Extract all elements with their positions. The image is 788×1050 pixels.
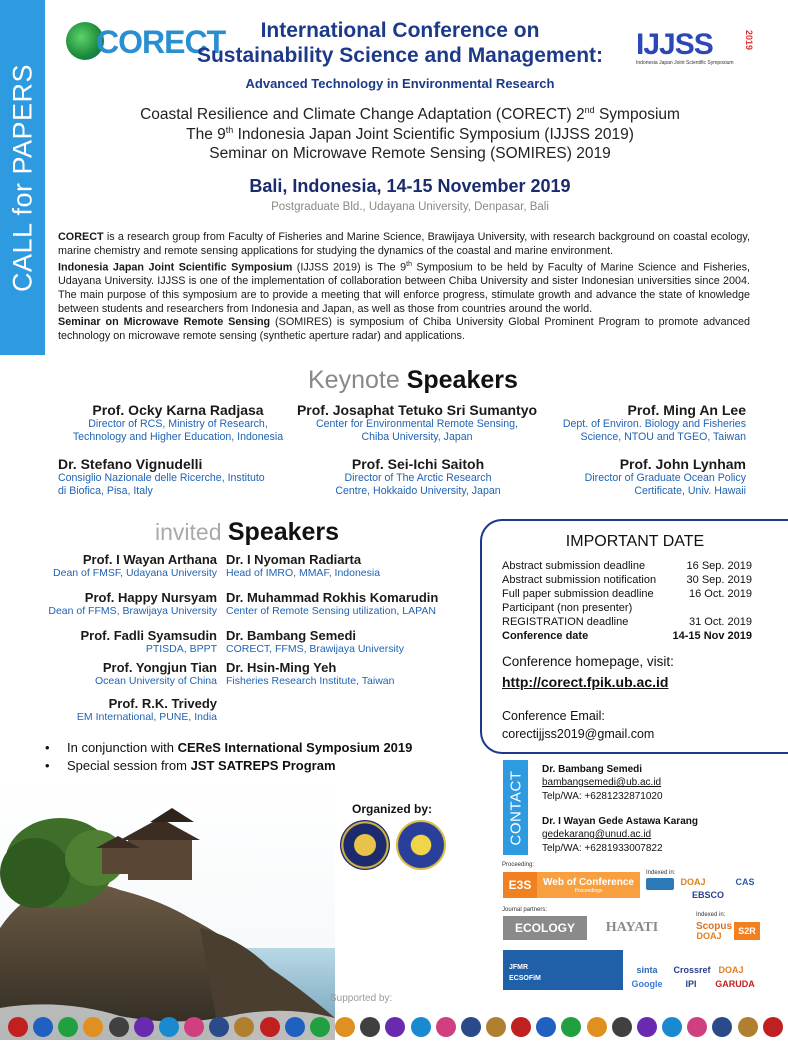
contact-1-email[interactable]: bambangsemedi@ub.ac.id xyxy=(542,777,662,788)
keynote-speaker-6: Prof. John Lynham Director of Graduate Ocean Policy Certificate, Univ. Hawaii xyxy=(584,456,746,497)
sponsor-logo-icon xyxy=(411,1017,431,1037)
invited-speaker-left-1: Prof. I Wayan Arthana Dean of FMSF, Udayana University xyxy=(53,552,217,579)
sponsor-logo-icon xyxy=(285,1017,305,1037)
sponsor-logo-icon xyxy=(461,1017,481,1037)
important-date-box xyxy=(480,519,788,754)
cas-logo: CAS xyxy=(735,877,755,887)
proceeding-label: Proceeding: xyxy=(502,862,535,868)
sponsor-logo-icon xyxy=(561,1017,581,1037)
description-somires: Seminar on Microwave Remote Sensing (SOMIRES) is symposium of Chiba University Global Prominent Program to promote advanced technology on microwave remote sensing (synthetic aperture radar) and applications. xyxy=(58,316,750,342)
title-line-1: International Conference on xyxy=(260,19,540,42)
sponsor-logo-icon xyxy=(83,1017,103,1037)
hayati-journal-logo: HAYATI xyxy=(605,920,659,935)
conference-email[interactable]: corectijjss2019@gmail.com xyxy=(502,727,655,741)
doaj-logo: DOAJ xyxy=(680,877,706,887)
call-for-papers-text: CALL for PAPERS xyxy=(7,63,37,292)
title-line-2: Sustainability Science and Management: xyxy=(196,44,604,67)
sponsor-logo-icon xyxy=(637,1017,657,1037)
homepage-link[interactable]: http://corect.fpik.ub.ac.id xyxy=(502,674,669,690)
bullet-list xyxy=(45,740,412,776)
sponsor-logo-icon xyxy=(58,1017,78,1037)
scopus-logo: Scopus xyxy=(695,920,733,932)
keynote-speaker-5: Prof. Sei-Ichi Saitoh Director of The Arctic Research Centre, Hokkaido University, Japan xyxy=(335,456,501,497)
sponsor-logo-icon xyxy=(184,1017,204,1037)
date-row-conference: Conference date 14-15 Nov 2019 xyxy=(502,630,752,642)
supported-by-label: Supported by: xyxy=(330,993,393,1004)
sponsor-logo-icon xyxy=(587,1017,607,1037)
garuda-logo: GARUDA xyxy=(715,979,755,989)
contact-band-text: CONTACT xyxy=(507,770,524,845)
invited-speaker-left-3: Prof. Fadli Syamsudin PTISDA, BPPT xyxy=(80,628,217,655)
sponsor-logo-icon xyxy=(511,1017,531,1037)
ijjss-logo-text: IJJSS xyxy=(636,28,713,61)
ebsco-logo: EBSCO xyxy=(691,890,724,900)
sponsor-logo-icon xyxy=(763,1017,783,1037)
sponsor-logo-icon xyxy=(486,1017,506,1037)
tanah-lot-temple-image xyxy=(0,778,335,1040)
keynote-speakers-heading: Keynote Speakers xyxy=(308,366,518,394)
sponsor-logo-icon xyxy=(335,1017,355,1037)
contact-1-name: Dr. Bambang Semedi xyxy=(542,764,643,775)
sponsor-logo-icon xyxy=(612,1017,632,1037)
keynote-speaker-3: Prof. Ming An Lee Dept. of Environ. Biology and Fisheries Science, NTOU and TGEO, Taiwan xyxy=(562,402,746,443)
contact-band xyxy=(503,760,528,855)
ipi-logo: IPI xyxy=(685,979,697,989)
contact-2-name: Dr. I Wayan Gede Astawa Karang xyxy=(542,816,698,827)
important-date-title: IMPORTANT DATE xyxy=(565,533,705,550)
ijjss-logo xyxy=(636,28,756,72)
doaj-logo-3: DOAJ xyxy=(718,965,744,975)
email-label: Conference Email: xyxy=(502,709,605,723)
invited-speaker-right-1: Dr. I Nyoman Radiarta Head of IMRO, MMAF, Indonesia xyxy=(226,552,381,579)
homepage-label: Conference homepage, visit: xyxy=(502,654,674,669)
sponsor-logo-icon xyxy=(234,1017,254,1037)
event-venue: Postgraduate Bld., Udayana University, Denpasar, Bali xyxy=(271,201,549,213)
indexed-label: Indexed in: xyxy=(646,870,676,876)
date-row: Abstract submission deadline 16 Sep. 2019 xyxy=(502,560,752,572)
event-location-date: Bali, Indonesia, 14-15 November 2019 xyxy=(249,176,571,196)
fisheries-journal-logo: JFMR ECSOFiM xyxy=(503,950,623,990)
invited-speakers-heading: invited Speakers xyxy=(155,518,340,546)
sponsor-logo-row xyxy=(8,1012,783,1042)
conference-subtitle: Advanced Technology in Environmental Research xyxy=(245,76,555,91)
symposium-somires: Seminar on Microwave Remote Sensing (SOMIRES) 2019 xyxy=(209,145,611,162)
sponsor-logo-icon xyxy=(536,1017,556,1037)
sponsor-logo-icon xyxy=(109,1017,129,1037)
date-row: Full paper submission deadline 16 Oct. 2019 xyxy=(502,588,752,600)
date-row: REGISTRATION deadline 31 Oct. 2019 xyxy=(502,616,752,628)
conference-title xyxy=(180,18,620,68)
sponsor-logo-icon xyxy=(687,1017,707,1037)
invited-speaker-right-4: Dr. Hsin-Ming Yeh Fisheries Research Institute, Taiwan xyxy=(226,660,395,687)
indexed-label-2: Indexed in: xyxy=(696,912,726,918)
sponsor-logo-icon xyxy=(738,1017,758,1037)
sponsor-logo-icon xyxy=(134,1017,154,1037)
symposium-corect: Coastal Resilience and Climate Change Adaptation (CORECT) 2nd Symposium xyxy=(140,105,680,124)
sponsor-logo-icon xyxy=(209,1017,229,1037)
sponsor-logo-icon xyxy=(8,1017,28,1037)
web-of-conference-logo: Web of Conference Proceedings xyxy=(537,872,640,898)
keynote-speaker-1: Prof. Ocky Karna Radjasa Director of RCS, Ministry of Research, Technology and Higher Education, Indonesia xyxy=(72,402,284,443)
google-scholar-logo: Google xyxy=(631,979,663,989)
call-for-papers-band xyxy=(0,0,45,355)
invited-speaker-right-2: Dr. Muhammad Rokhis Komarudin Center of Remote Sensing utilization, LAPAN xyxy=(226,590,439,617)
sponsor-logo-icon xyxy=(159,1017,179,1037)
corect-logo-text: CORECT xyxy=(96,24,226,60)
organized-by-label: Organized by: xyxy=(352,802,433,816)
date-row: Participant (non presenter) xyxy=(502,602,633,614)
description-text xyxy=(58,231,750,343)
sponsor-logo-icon xyxy=(260,1017,280,1037)
sinta-logo: sinta xyxy=(636,965,658,975)
brawijaya-university-seal-icon xyxy=(340,820,390,870)
journal-partners-label: Journal partners: xyxy=(502,907,548,913)
thomson-reuters-logo xyxy=(646,878,674,890)
udayana-university-seal-icon xyxy=(396,820,446,870)
description-corect: CORECT is a research group from Faculty of Fisheries and Marine Science, Brawijaya University, with research background on coastal ecology, marine chemistry and remote sensing applications for studying the dynamics of the coastal and marine environment. xyxy=(58,231,750,257)
date-row: Abstract submission notification 30 Sep. 2019 xyxy=(502,574,752,586)
invited-speaker-right-3: Dr. Bambang Semedi CORECT, FFMS, Brawijaya University xyxy=(226,628,404,655)
sponsor-logo-icon xyxy=(662,1017,682,1037)
sponsor-logo-icon xyxy=(712,1017,732,1037)
doaj-logo-2: DOAJ xyxy=(696,931,722,941)
description-ijjss: Indonesia Japan Joint Scientific Symposium (IJJSS 2019) is The 9th Symposium to be held by Faculty of Marine Science and Fisheries, Udayana University. IJJSS is one of the implementation of collaboration between Chiba University and sister Indonesian universities since 2004. The main purpose of this symposium are to provide a meeting that will enforce progress, stimulate growth and advance the state of knowledge between students and researchers from Indonesia and Japan, as well as those from countries around the world. xyxy=(58,261,750,315)
sponsor-logo-icon xyxy=(360,1017,380,1037)
keynote-speaker-2: Prof. Josaphat Tetuko Sri Sumantyo Center for Environmental Remote Sensing, Chiba University, Japan xyxy=(296,402,538,443)
crossref-logo: Crossref xyxy=(673,965,711,975)
sponsor-logo-icon xyxy=(436,1017,456,1037)
bullet-item: • In conjunction with CEReS International Symposium 2019 xyxy=(45,740,413,755)
sponsor-logo-icon xyxy=(310,1017,330,1037)
invited-speaker-left-4: Prof. Yongjun Tian Ocean University of China xyxy=(95,660,217,687)
sponsor-logo-icon xyxy=(33,1017,53,1037)
contact-2-phone: Telp/WA: +6281933007822 xyxy=(542,843,663,854)
e3s-logo: E3S xyxy=(503,872,537,898)
ijjss-logo-subtitle: Indonesia Japan Joint Scientific Symposium xyxy=(636,60,734,66)
invited-right-column xyxy=(226,552,466,687)
s2r-logo: S2R xyxy=(734,922,760,940)
contact-1-phone: Telp/WA: +6281232871020 xyxy=(542,791,663,802)
contact-2-email[interactable]: gedekarang@unud.ac.id xyxy=(542,829,652,840)
invited-speaker-left-5: Prof. R.K. Trivedy EM International, PUNE, India xyxy=(76,696,217,723)
symposium-ijjss: The 9th Indonesia Japan Joint Scientific Symposium (IJJSS 2019) xyxy=(186,125,634,144)
keynote-speaker-4: Dr. Stefano Vignudelli Consiglio Nazionale delle Ricerche, Instituto di Biofica, Pisa, Italy xyxy=(58,456,265,497)
invited-speaker-left-2: Prof. Happy Nursyam Dean of FFMS, Brawijaya University xyxy=(48,590,217,617)
corect-logo xyxy=(66,18,226,66)
ijjss-logo-year: 2019 xyxy=(744,30,754,51)
bullet-item: • Special session from JST SATREPS Program xyxy=(45,758,336,773)
invited-left-column xyxy=(20,552,217,723)
sponsor-logo-icon xyxy=(385,1017,405,1037)
ecology-journal-logo: ECOLOGY xyxy=(503,916,587,940)
